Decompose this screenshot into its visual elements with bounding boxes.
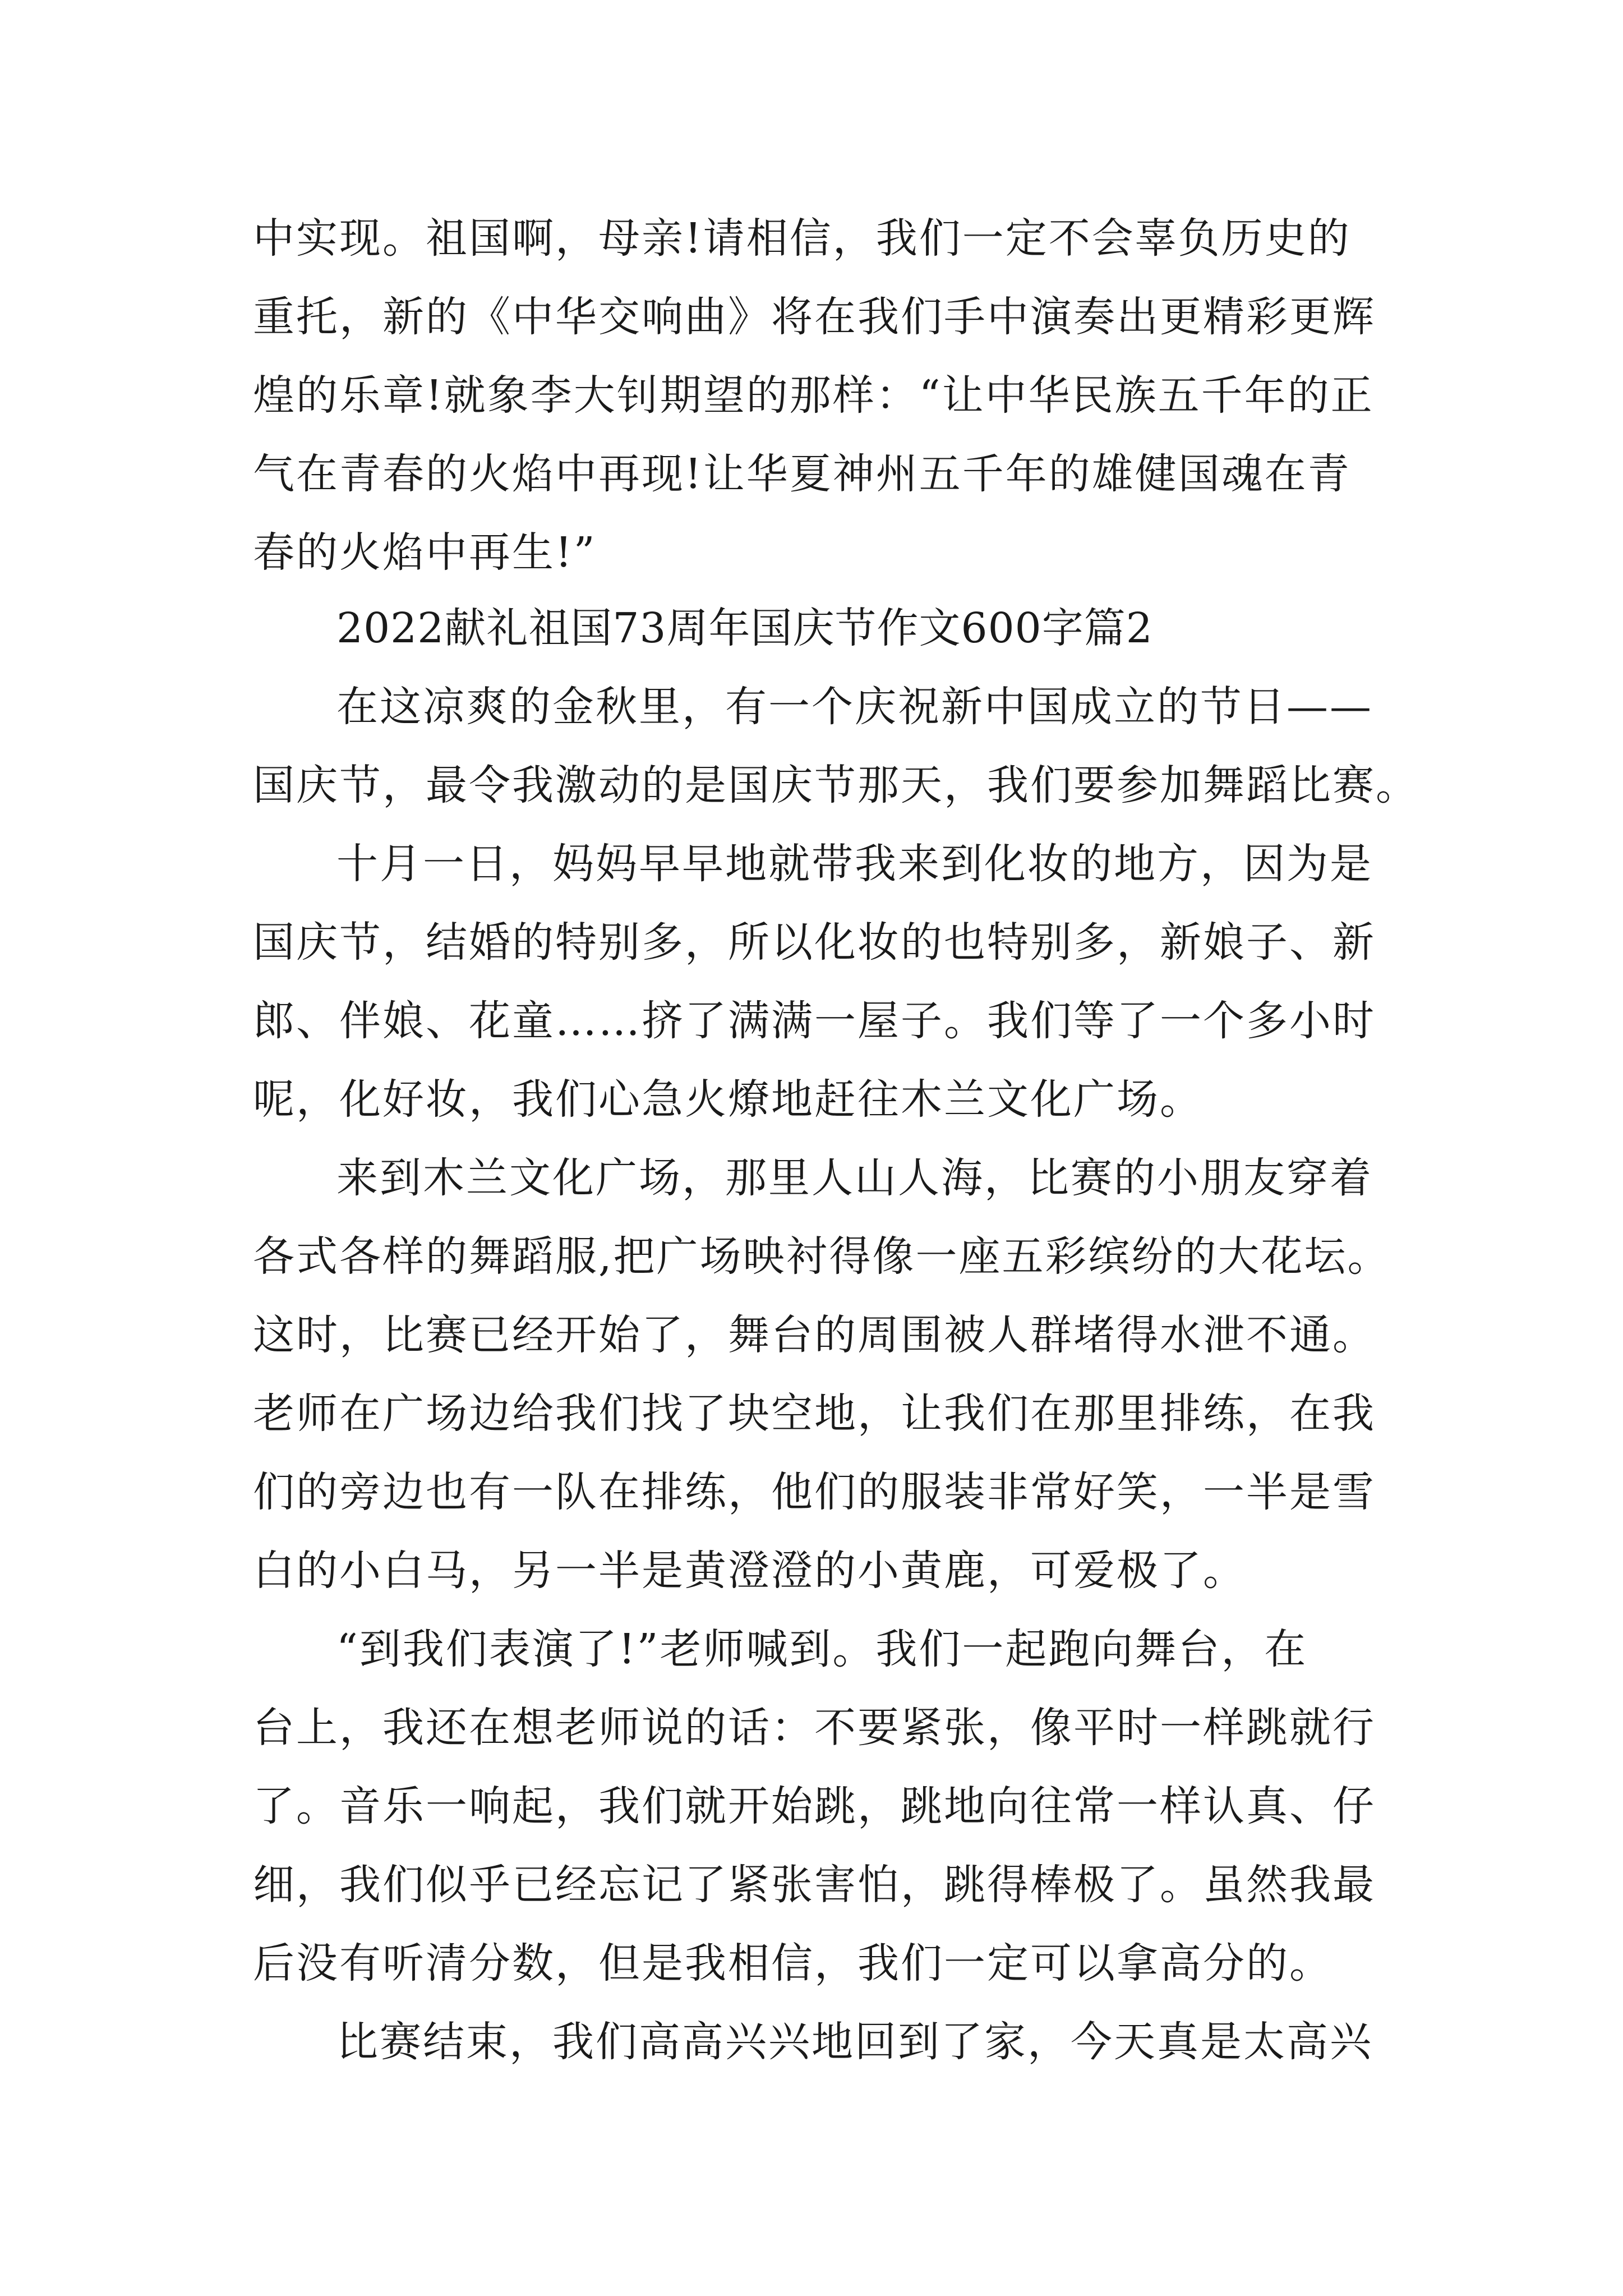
text-line: 郎、伴娘、花童……挤了满满一屋子。我们等了一个多小时 bbox=[253, 997, 1376, 1045]
text-line: 老师在广场边给我们找了块空地，让我们在那里排练，在我 bbox=[253, 1389, 1376, 1438]
paragraph-first-line: 来到木兰文化广场，那里人山人海，比赛的小朋友穿着 bbox=[336, 1154, 1373, 1202]
text-line: 细，我们似乎已经忘记了紧张害怕，跳得棒极了。虽然我最 bbox=[253, 1861, 1376, 1909]
text-line: 各式各样的舞蹈服,把广场映衬得像一座五彩缤纷的大花坛。 bbox=[253, 1232, 1391, 1281]
paragraph-first-line: 十月一日，妈妈早早地就带我来到化妆的地方，因为是 bbox=[336, 840, 1373, 888]
text-line: 台上，我还在想老师说的话：不要紧张，像平时一样跳就行 bbox=[253, 1704, 1376, 1752]
text-line: 国庆节，结婚的特别多，所以化妆的也特别多，新娘子、新 bbox=[253, 918, 1376, 967]
text-line: 国庆节，最令我激动的是国庆节那天，我们要参加舞蹈比赛。 bbox=[253, 761, 1419, 809]
text-line: 煌的乐章!就象李大钊期望的那样：“让中华民族五千年的正 bbox=[253, 371, 1374, 420]
text-line: 气在青春的火焰中再现!让华夏神州五千年的雄健国魂在青 bbox=[253, 450, 1351, 498]
text-line: 呢，化好妆，我们心急火燎地赶往木兰文化广场。 bbox=[253, 1075, 1203, 1124]
text-line: 重托，新的《中华交响曲》将在我们手中演奏出更精彩更辉 bbox=[253, 293, 1376, 341]
text-line: 春的火焰中再生!” bbox=[253, 528, 597, 577]
paragraph-first-line: 在这凉爽的金秋里，有一个庆祝新中国成立的节日—— bbox=[336, 683, 1373, 731]
paragraph-first-line: 比赛结束，我们高高兴兴地回到了家，今天真是太高兴 bbox=[336, 2018, 1373, 2066]
text-line: 后没有听清分数，但是我相信，我们一定可以拿高分的。 bbox=[253, 1939, 1332, 1987]
paragraph-first-line: “到我们表演了!”老师喊到。我们一起跑向舞台，在 bbox=[336, 1625, 1308, 1673]
text-line: 这时，比赛已经开始了，舞台的周围被人群堵得水泄不通。 bbox=[253, 1311, 1376, 1359]
text-line: 了。音乐一响起，我们就开始跳，跳地向往常一样认真、仔 bbox=[253, 1782, 1376, 1830]
text-line: 白的小白马，另一半是黄澄澄的小黄鹿，可爱极了。 bbox=[253, 1547, 1246, 1595]
section-heading: 2022献礼祖国73周年国庆节作文600字篇2 bbox=[336, 604, 1153, 652]
text-line: 们的旁边也有一队在排练，他们的服装非常好笑，一半是雪 bbox=[253, 1468, 1376, 1516]
text-line: 中实现。祖国啊，母亲!请相信，我们一定不会辜负历史的 bbox=[253, 214, 1351, 263]
